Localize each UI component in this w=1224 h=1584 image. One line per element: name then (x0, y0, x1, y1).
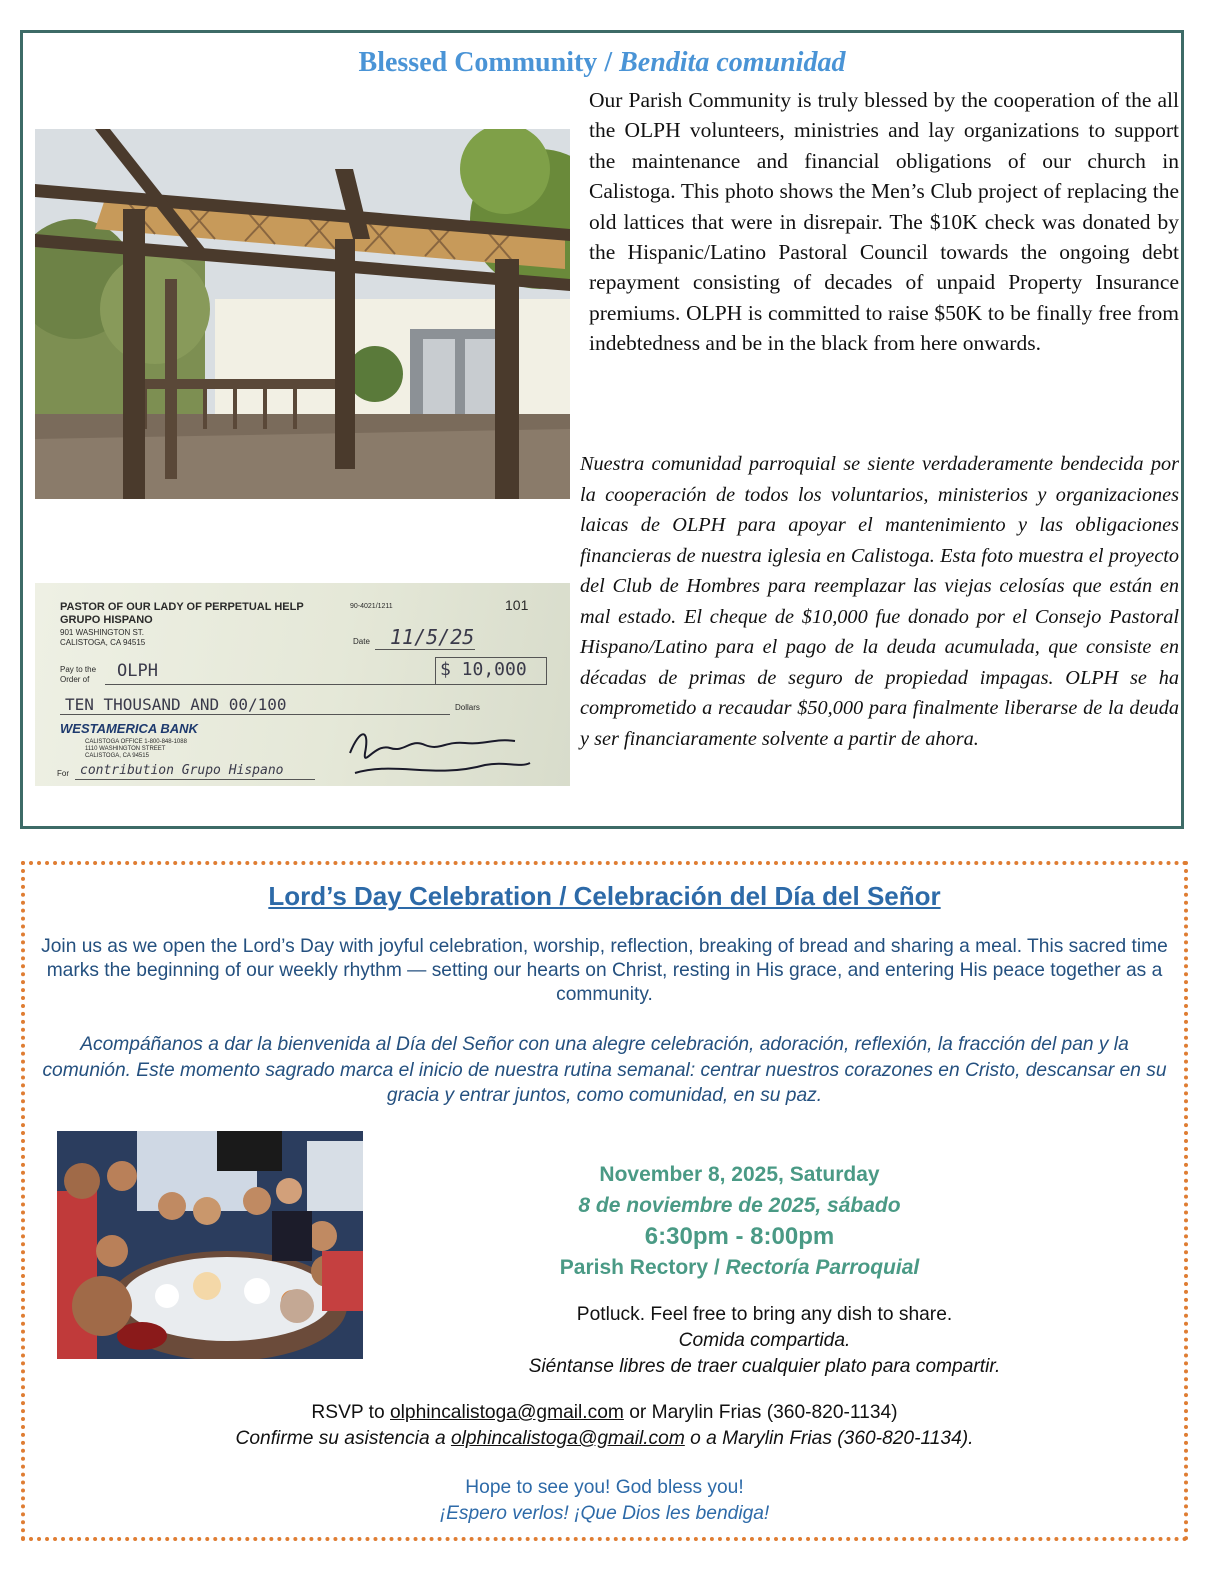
event-place (455, 1252, 1024, 1283)
potluck-es2: Siéntanse libres de traer cualquier plato para compartir. (528, 1356, 1001, 1377)
check-address2: CALISTOGA, CA 94515 (60, 638, 146, 647)
title-en: Blessed Community (358, 47, 598, 78)
check-pay-label2: Order of (60, 675, 90, 684)
check-bank: WESTAMERICA BANK (60, 721, 198, 736)
check-dollars-label: Dollars (455, 703, 480, 712)
check-routing: 90-4021/1211 (350, 603, 393, 610)
check-signature (335, 723, 545, 783)
potluck-info (455, 1302, 1074, 1380)
check-date: 11/5/25 (390, 625, 475, 649)
check-memo: contribution Grupo Hispano (80, 763, 284, 778)
check-payer-line1: PASTOR OF OUR LADY OF PERPETUAL HELP (60, 601, 304, 613)
check-payee-line (105, 684, 435, 685)
lords-day-intro-es: Acompáñanos a dar la bienvenida al Día del Señor con una alegre celebración, adoración, reflexión, la fracción del pan y la comunión. Este momento sagrado marca el inicio de nuestra rutina semanal: centrar nuestros corazones en Cristo, descansar en su gracia y entrar juntos, como comunidad, en su paz. (42, 1034, 1167, 1106)
confirm-prefix: Confirme su asistencia a (235, 1428, 451, 1449)
pergola-photo (35, 129, 570, 499)
check-number: 101 (505, 597, 529, 613)
pergola-illustration (35, 129, 570, 499)
group-dinner-photo (57, 1131, 363, 1359)
event-date-es: 8 de noviembre de 2025, sábado (578, 1194, 901, 1217)
blessed-community-title (23, 47, 1181, 79)
confirm-email-link[interactable]: olphincalistoga@gmail.com (450, 1428, 685, 1449)
event-date-en: November 8, 2025, Saturday (599, 1163, 880, 1186)
lords-day-intro-en: Join us as we open the Lord’s Day with joyful celebration, worship, reflection, breaking of bread and sharing a meal. This sacred time marks the beginning of our weekly rhythm — setting our hearts on Christ, resting in His grace, and entering His peace together as a community. (41, 936, 1168, 1005)
group-dinner-illustration (57, 1131, 363, 1359)
bless-es: ¡Espero verlos! ¡Que Dios les bendiga! (439, 1503, 770, 1524)
check-payer-line2: GRUPO HISPANO (60, 614, 153, 626)
event-details (455, 1159, 1024, 1283)
confirm-suffix: o a Marylin Frias (360-820-1134). (684, 1428, 974, 1449)
event-place-es: Rectoría Parroquial (725, 1256, 920, 1279)
rsvp-prefix: RSVP to (311, 1402, 390, 1423)
check-bank-office1: CALISTOGA OFFICE 1-800-848-1088 (85, 739, 187, 745)
rsvp-suffix: or Marylin Frias (360-820-1134) (623, 1402, 898, 1423)
blessed-paragraph-es: Nuestra comunidad parroquial se siente verdaderamente bendecida por la cooperación de todos los voluntarios, ministerios y organizaciones laicas de OLPH para apoyar el mantenimiento y las obligaciones financieras de nuestra iglesia en Calistoga. Esta foto muestra el proyecto del Club de Hombres para reemplazar las viejas celosías que están en mal estado. El cheque de $10,000 fue donado por el Consejo Pastoral Hispano/Latino para el pago de la deuda acumulada, que consiste en décadas de primas de seguro de propiedad impagas. OLPH se ha comprometido a recaudar $50,000 para finalmente liberarse de la deuda y ser financiaramente solvente a partir de ahora. (580, 453, 1179, 750)
closing-blessing (65, 1475, 1144, 1527)
check-amount: $ 10,000 (440, 659, 527, 680)
check-memo-line (75, 779, 315, 780)
event-place-en: Parish Rectory / (559, 1256, 726, 1279)
check-payee: OLPH (117, 661, 158, 681)
lords-day-section (21, 861, 1188, 1541)
check-date-line (375, 649, 475, 650)
check-date-label: Date (353, 637, 370, 646)
check-for-label: For (57, 769, 69, 778)
rsvp-info (65, 1400, 1144, 1452)
event-time: 6:30pm - 8:00pm (644, 1223, 835, 1250)
blessed-community-section (20, 30, 1184, 829)
rsvp-email-link[interactable]: olphincalistoga@gmail.com (390, 1402, 624, 1423)
check-bank-office2: 1110 WASHINGTON STREET (85, 746, 166, 752)
lords-day-title: Lord’s Day Celebration / Celebración del Día del Señor (268, 881, 941, 911)
blessed-paragraph-en: Our Parish Community is truly blessed by the cooperation of the all the OLPH volunteers, ministries and lay organizations to support the maintenance and financial obligations of our church in Calistoga. This photo shows the Men’s Club project of replacing the old lattices that were in disrepair. The $10K check was donated by the Hispanic/Latino Pastoral Council towards the ongoing debt repayment consisting of decades of unpaid Property Insurance premiums. OLPH is committed to raise $50K to be finally free from indebtedness and be in the black from here onwards. (589, 88, 1179, 356)
check-words-line (60, 714, 450, 715)
check-bank-office3: CALISTOGA, CA 94515 (85, 753, 149, 759)
potluck-es1: Comida compartida. (678, 1330, 851, 1351)
check-amount-words: TEN THOUSAND AND 00/100 (65, 695, 287, 714)
check-pay-label1: Pay to the (60, 665, 97, 674)
bless-en: Hope to see you! God bless you! (465, 1477, 744, 1498)
potluck-en: Potluck. Feel free to bring any dish to share. (576, 1304, 953, 1325)
donation-check-photo (35, 583, 570, 786)
title-es: Bendita comunidad (619, 47, 846, 78)
rsvp-en (65, 1400, 1144, 1426)
check-amount-box (435, 657, 547, 685)
rsvp-es (65, 1426, 1144, 1452)
check-address1: 901 WASHINGTON ST. (60, 628, 145, 637)
title-separator: / (597, 47, 620, 78)
